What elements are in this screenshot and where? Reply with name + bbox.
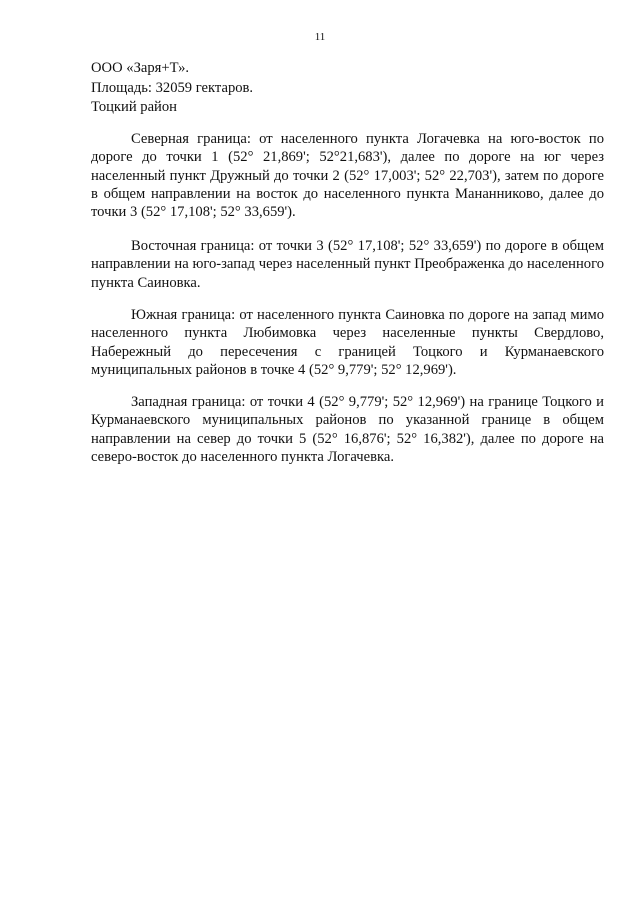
area-line: Площадь: 32059 гектаров. — [91, 79, 254, 96]
document-header — [91, 59, 521, 118]
district-name: Тоцкий район — [91, 99, 177, 115]
eastern-border-paragraph: Восточная граница: от точки 3 (52° 17,108'; 52° 33,659') по дороге в общем направлении на юго-запад через населенный пункт Преображенка до населенного пункта Саиновка. — [91, 238, 604, 291]
northern-border-paragraph: Северная граница: от населенного пункта Логачевка на юго-восток по дороге до точки 1 (52° 21,869'; 52°21,683'), далее по дороге на юг через населенный пункт Дружный до точки 2 (52° 17,003'; 52° 22,703'), затем по дороге в общем направлении на восток до населенного пункта Мананниково, далее до точки 3 (52° 17,108'; 52° 33,659'). — [91, 131, 604, 221]
southern-border-paragraph: Южная граница: от населенного пункта Саиновка по дороге на запад мимо населенного пункта Любимовка через населенные пункты Свердлово, Набережный до пересечения с границей Тоцкого и Курманаевского муниципальных районов в точке 4 (52° 9,779'; 52° 12,969'). — [91, 307, 604, 378]
western-border-paragraph: Западная граница: от точки 4 (52° 9,779'; 52° 12,969') на границе Тоцкого и Курманаевского муниципальных районов по указанной границе в общем направлении на север до точки 5 (52° 16,876'; 52° 16,382'), далее по дороге на северо-восток до населенного пункта Логачевка. — [91, 394, 604, 465]
organization-name: ООО «Заря+Т». — [91, 60, 190, 76]
page-number: 11 — [314, 31, 326, 43]
